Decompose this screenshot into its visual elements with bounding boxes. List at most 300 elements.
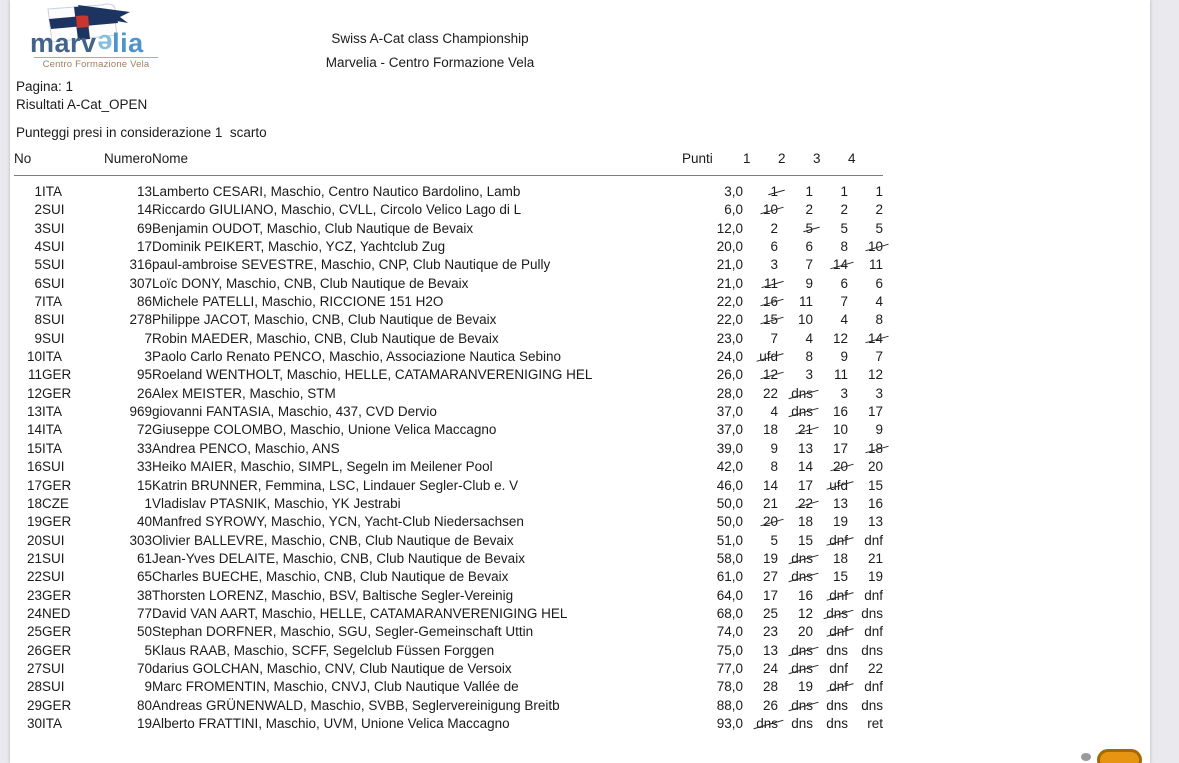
points-cell: 24,0: [716, 349, 744, 365]
result-row: [14, 715, 883, 733]
race-score-cell: [743, 311, 778, 329]
race-score-cell: [743, 348, 778, 366]
race-score: dnf: [864, 587, 884, 603]
race-score-cell: [743, 293, 778, 311]
rank-cell: 18: [26, 495, 42, 511]
rank-cell: 6: [34, 275, 42, 291]
rank-cell: 23: [26, 587, 42, 603]
points-cell: 58,0: [716, 550, 744, 566]
race-score-cell: [778, 495, 813, 513]
title-line2: Marvelia - Centro Formazione Vela: [325, 55, 535, 70]
race-score-discarded: 1: [771, 183, 779, 201]
race-score-discarded: dnf: [829, 678, 848, 696]
race-score-discarded: dns: [791, 403, 813, 421]
race-score: 26: [762, 697, 779, 713]
rank-cell: 16: [26, 459, 42, 475]
points-cell: 50,0: [716, 495, 744, 511]
competitor-cell: Charles BUECHE, Maschio, CNB, Club Nautique de Bevaix: [152, 569, 509, 585]
race-score-cell: [778, 715, 813, 733]
race-score-cell: [778, 330, 813, 348]
rank-cell: 24: [26, 605, 42, 621]
race-score: dns: [861, 605, 884, 621]
race-score: 2: [805, 202, 814, 218]
sail-number-cell: 69: [136, 220, 153, 236]
rank-cell: 4: [34, 239, 42, 255]
race-score-discarded: dnf: [829, 587, 848, 605]
race-score-cell: [813, 513, 848, 531]
race-score-cell: [848, 256, 883, 274]
race-score-cell: [778, 201, 813, 219]
race-score-cell: [743, 623, 778, 641]
points-cell: 21,0: [716, 257, 744, 273]
race-score-cell: [848, 495, 883, 513]
race-score-cell: [848, 587, 883, 605]
race-score-discarded: 5: [806, 220, 814, 238]
rank-cell: 25: [26, 624, 42, 640]
rank-cell: 21: [26, 550, 42, 566]
race-score-cell: [778, 623, 813, 641]
race-score-cell: [813, 623, 848, 641]
race-score-cell: [813, 605, 848, 623]
race-score-cell: [778, 605, 813, 623]
race-score: 4: [805, 330, 814, 346]
country-cell: SUI: [42, 550, 65, 566]
race-score-cell: [813, 532, 848, 550]
country-cell: SUI: [42, 569, 65, 585]
race-score: 15: [867, 477, 884, 493]
brand-part-pre: marv: [30, 28, 97, 58]
result-row: [14, 642, 883, 660]
country-cell: GER: [42, 477, 72, 493]
competitor-cell: darius GOLCHAN, Maschio, CNV, Club Nautique de Versoix: [152, 660, 512, 676]
race-score: 19: [867, 569, 884, 585]
points-cell: 88,0: [716, 697, 744, 713]
race-score-cell: [778, 256, 813, 274]
race-score: 11: [869, 257, 884, 273]
points-cell: 37,0: [716, 422, 744, 438]
race-score-cell: [778, 366, 813, 384]
race-score-discarded: 10: [868, 238, 883, 256]
race-score: 14: [762, 477, 779, 493]
race-score: 3: [805, 367, 814, 383]
race-score-cell: [743, 678, 778, 696]
result-row: [14, 550, 883, 568]
country-cell: ITA: [42, 715, 62, 731]
points-cell: 51,0: [716, 532, 744, 548]
gray-dot-icon: [1081, 753, 1091, 761]
result-row: [14, 256, 883, 274]
race-score: 13: [797, 440, 814, 456]
points-cell: 64,0: [716, 587, 744, 603]
result-row: [14, 348, 883, 366]
race-score: 21: [867, 550, 884, 566]
race-score-cell: [813, 176, 848, 202]
race-score-cell: [848, 568, 883, 586]
race-score: 10: [797, 312, 814, 328]
race-score-discarded: dns: [791, 550, 813, 568]
race-score-discarded: 12: [763, 366, 778, 384]
race-score-cell: [848, 477, 883, 495]
race-score-cell: [848, 678, 883, 696]
race-score-cell: [778, 311, 813, 329]
race-score: 13: [832, 495, 849, 511]
race-score: 3: [840, 385, 849, 401]
race-score-cell: [813, 256, 848, 274]
country-cell: ITA: [42, 294, 62, 310]
race-score: 12: [867, 367, 884, 383]
result-row: [14, 605, 883, 623]
sail-number-cell: 14: [136, 202, 153, 218]
race-score-cell: [813, 275, 848, 293]
race-score: 10: [832, 422, 849, 438]
result-row: [14, 201, 883, 219]
competitor-cell: Robin MAEDER, Maschio, CNB, Club Nautique de Bevaix: [152, 330, 499, 346]
race-score-cell: [813, 403, 848, 421]
sail-number-cell: 7: [144, 330, 153, 346]
race-score-cell: [778, 568, 813, 586]
race-score-discarded: 14: [833, 256, 848, 274]
race-score: 27: [762, 569, 779, 585]
race-score-cell: [778, 458, 813, 476]
rank-cell: 29: [26, 697, 42, 713]
rank-cell: 22: [26, 569, 42, 585]
race-score: 9: [840, 349, 849, 365]
competitor-cell: Riccardo GIULIANO, Maschio, CVLL, Circolo Velico Lago di L: [152, 202, 522, 218]
rank-cell: 17: [26, 477, 42, 493]
race-score-cell: [848, 660, 883, 678]
race-score-cell: [743, 220, 778, 238]
sail-number-cell: 5: [144, 642, 153, 658]
race-score-cell: [743, 366, 778, 384]
race-score: dnf: [864, 679, 884, 695]
race-score-cell: [848, 513, 883, 531]
race-score-cell: [743, 587, 778, 605]
country-cell: SUI: [42, 459, 65, 475]
competitor-cell: Vladislav PTASNIK, Maschio, YK Jestrabi: [152, 495, 401, 511]
country-cell: ITA: [42, 349, 62, 365]
race-score-cell: [848, 220, 883, 238]
race-score-cell: [743, 275, 778, 293]
result-row: [14, 660, 883, 678]
sail-number-cell: 61: [136, 550, 153, 566]
competitor-cell: Roeland WENTHOLT, Maschio, HELLE, CATAMARANVERENIGING HEL: [152, 367, 593, 383]
table-header-row: [14, 149, 883, 176]
sail-number-cell: 969: [129, 404, 153, 420]
race-score-cell: [743, 238, 778, 256]
competitor-cell: Katrin BRUNNER, Femmina, LSC, Lindauer Segler-Club e. V: [152, 477, 519, 493]
race-score-discarded: 11: [764, 275, 778, 293]
race-score-cell: [848, 275, 883, 293]
race-score-discarded: dns: [791, 568, 813, 586]
race-score-discarded: 18: [868, 440, 883, 458]
race-score-discarded: dns: [791, 660, 813, 678]
country-cell: ITA: [42, 184, 62, 199]
sail-number-cell: 19: [136, 715, 153, 731]
race-score-cell: [743, 176, 778, 202]
result-row: [14, 293, 883, 311]
race-score-cell: [848, 440, 883, 458]
rank-cell: 9: [34, 330, 42, 346]
race-score: 2: [770, 220, 779, 236]
race-score-cell: [848, 623, 883, 641]
sail-number-cell: 26: [136, 385, 153, 401]
race-score-cell: [743, 403, 778, 421]
sail-number-cell: 3: [144, 349, 153, 365]
race-score-cell: [778, 403, 813, 421]
race-score: 21: [762, 495, 779, 511]
race-score: 20: [867, 459, 884, 475]
race-score: 17: [797, 477, 814, 493]
points-cell: 50,0: [716, 514, 744, 530]
sail-number-cell: 70: [136, 660, 153, 676]
sail-number-cell: 303: [129, 532, 153, 548]
race-score: 25: [762, 605, 779, 621]
race-score-cell: [778, 660, 813, 678]
col-header-punti: Punti: [682, 149, 743, 176]
race-score-cell: [743, 532, 778, 550]
sail-number-cell: 50: [136, 624, 153, 640]
race-score-cell: [813, 238, 848, 256]
rank-cell: 26: [26, 642, 42, 658]
sail-number-cell: 278: [129, 312, 153, 328]
race-score: dns: [791, 715, 814, 731]
col-header-country: [42, 149, 104, 176]
competitor-cell: Alex MEISTER, Maschio, STM: [152, 385, 336, 401]
rank-cell: 3: [34, 220, 42, 236]
race-score: 11: [799, 294, 814, 310]
race-score-cell: [778, 477, 813, 495]
race-score-discarded: 10: [763, 201, 778, 219]
result-row: [14, 440, 883, 458]
points-cell: 77,0: [716, 660, 744, 676]
race-score: 23: [762, 624, 779, 640]
marvelia-logo: [28, 2, 178, 70]
race-score-discarded: 15: [763, 311, 778, 329]
race-score-cell: [743, 642, 778, 660]
race-score: 7: [875, 349, 884, 365]
race-score: dnf: [864, 624, 884, 640]
title-line1: Swiss A-Cat class Championship: [331, 31, 529, 46]
race-score-discarded: dns: [791, 385, 813, 403]
race-score: 17: [832, 440, 849, 456]
race-score: 4: [875, 294, 884, 310]
race-score-cell: [813, 642, 848, 660]
race-score: 22: [867, 660, 884, 676]
race-score: 5: [840, 220, 849, 236]
points-cell: 39,0: [716, 440, 744, 456]
country-cell: SUI: [42, 239, 65, 255]
race-score-cell: [848, 403, 883, 421]
country-cell: SUI: [42, 330, 65, 346]
competitor-cell: Jean-Yves DELAITE, Maschio, CNB, Club Nautique de Bevaix: [152, 550, 525, 566]
competitor-cell: Klaus RAAB, Maschio, SCFF, Segelclub Füssen Forggen: [152, 642, 495, 658]
result-row: [14, 366, 883, 384]
race-score-cell: [778, 678, 813, 696]
col-header-race: 2: [778, 149, 813, 176]
brand-part-post: lia: [112, 28, 144, 58]
rank-cell: 14: [26, 422, 42, 438]
col-header-race: 3: [813, 149, 848, 176]
race-score-cell: [848, 330, 883, 348]
race-score-cell: [848, 715, 883, 733]
competitor-cell: giovanni FANTASIA, Maschio, 437, CVD Dervio: [152, 404, 437, 420]
race-score-discarded: ufd: [829, 477, 848, 495]
race-score-cell: [778, 238, 813, 256]
country-cell: SUI: [42, 220, 65, 236]
race-score-cell: [813, 330, 848, 348]
race-score-cell: [813, 697, 848, 715]
race-score: 13: [867, 514, 884, 530]
result-row: [14, 176, 883, 202]
race-score-cell: [778, 220, 813, 238]
race-score: 9: [805, 275, 814, 291]
race-score-cell: [778, 348, 813, 366]
rank-cell: 11: [27, 367, 42, 383]
race-score-cell: [778, 176, 813, 202]
col-header-no: No: [14, 149, 42, 176]
race-score: 7: [840, 294, 849, 310]
race-score: 8: [840, 239, 849, 255]
sail-number-cell: 40: [136, 514, 153, 530]
race-score-cell: [813, 385, 848, 403]
race-score-discarded: 14: [868, 330, 883, 348]
race-score: 18: [832, 550, 849, 566]
country-cell: CZE: [42, 495, 69, 511]
result-row: [14, 238, 883, 256]
race-score-cell: [813, 587, 848, 605]
result-row: [14, 697, 883, 715]
race-score-cell: [848, 605, 883, 623]
sail-number-cell: 77: [136, 605, 153, 621]
race-score-cell: [813, 550, 848, 568]
race-score: 1: [805, 184, 814, 199]
race-score: 4: [840, 312, 849, 328]
race-score-discarded: 16: [763, 293, 778, 311]
race-score: 14: [797, 459, 814, 475]
race-score: 11: [834, 367, 849, 383]
race-score-cell: [743, 256, 778, 274]
result-row: [14, 513, 883, 531]
country-cell: ITA: [42, 422, 62, 438]
result-row: [14, 275, 883, 293]
race-score: dnf: [829, 660, 849, 676]
points-cell: 6,0: [724, 202, 744, 218]
sail-number-cell: 72: [136, 422, 153, 438]
race-score-cell: [813, 440, 848, 458]
race-score-cell: [743, 495, 778, 513]
race-score-cell: [848, 458, 883, 476]
sail-number-cell: 95: [136, 367, 153, 383]
competitor-cell: Paolo Carlo Renato PENCO, Maschio, Associazione Nautica Sebino: [152, 349, 561, 365]
race-score-cell: [848, 642, 883, 660]
race-score-cell: [743, 440, 778, 458]
country-cell: ITA: [42, 404, 62, 420]
result-row: [14, 568, 883, 586]
race-score: 8: [875, 312, 884, 328]
result-row: [14, 220, 883, 238]
page-number-label: Pagina: 1: [16, 79, 74, 94]
competitor-cell: Heiko MAIER, Maschio, SIMPL, Segeln im Meilener Pool: [152, 459, 493, 475]
race-score-cell: [848, 697, 883, 715]
results-table: [14, 149, 883, 733]
race-score: 5: [875, 220, 884, 236]
country-cell: GER: [42, 697, 72, 713]
race-score-cell: [813, 348, 848, 366]
rank-cell: 15: [26, 440, 42, 456]
competitor-cell: Lamberto CESARI, Maschio, Centro Nautico Bardolino, Lamb: [152, 184, 521, 199]
race-score: 13: [762, 642, 779, 658]
race-score: 20: [797, 624, 814, 640]
points-cell: 3,0: [724, 184, 744, 199]
rank-cell: 5: [34, 257, 42, 273]
race-score: 9: [875, 422, 884, 438]
race-score-cell: [813, 201, 848, 219]
col-header-race: 1: [743, 149, 778, 176]
race-score-cell: [848, 550, 883, 568]
result-row: [14, 495, 883, 513]
race-score-cell: [743, 605, 778, 623]
competitor-cell: Philippe JACOT, Maschio, CNB, Club Nautique de Bevaix: [152, 312, 497, 328]
sail-number-cell: 80: [136, 697, 153, 713]
race-score-discarded: dns: [826, 605, 848, 623]
race-score-cell: [743, 715, 778, 733]
competitor-cell: Michele PATELLI, Maschio, RICCIONE 151 H2O: [152, 294, 444, 310]
points-cell: 75,0: [716, 642, 744, 658]
race-score: 2: [875, 202, 884, 218]
race-score: 8: [770, 459, 779, 475]
race-score: 16: [832, 404, 849, 420]
race-score-cell: [743, 421, 778, 439]
race-score-discarded: 20: [763, 513, 778, 531]
race-score: ret: [867, 715, 884, 731]
race-score-cell: [813, 715, 848, 733]
race-score-cell: [778, 550, 813, 568]
race-score-discarded: dnf: [829, 532, 848, 550]
race-score: 18: [762, 422, 779, 438]
race-score: 16: [797, 587, 814, 603]
competitor-cell: Alberto FRATTINI, Maschio, UVM, Unione Velica Maccagno: [152, 715, 510, 731]
race-score-cell: [778, 385, 813, 403]
race-score-cell: [778, 293, 813, 311]
points-cell: 12,0: [716, 220, 744, 236]
race-score-cell: [778, 440, 813, 458]
race-score: 3: [770, 257, 779, 273]
brand-subtitle: Centro Formazione Vela: [34, 57, 158, 70]
race-score-discarded: dns: [791, 642, 813, 660]
document-page: [10, 0, 1150, 763]
race-score-cell: [813, 293, 848, 311]
race-score-cell: [743, 550, 778, 568]
race-score-cell: [848, 348, 883, 366]
race-score-cell: [743, 513, 778, 531]
race-score: 12: [832, 330, 849, 346]
race-score-cell: [743, 201, 778, 219]
country-cell: GER: [42, 642, 72, 658]
rank-cell: 19: [26, 514, 42, 530]
competitor-cell: Giuseppe COLOMBO, Maschio, Unione Velica Maccagno: [152, 422, 497, 438]
race-score: 17: [867, 404, 884, 420]
race-score: 19: [762, 550, 779, 566]
race-score-cell: [743, 477, 778, 495]
race-score: 7: [770, 330, 779, 346]
rank-cell: 10: [26, 349, 42, 365]
race-score: 1: [875, 184, 884, 199]
document-title: [280, 27, 580, 75]
race-score: 24: [762, 660, 779, 676]
points-cell: 21,0: [716, 275, 744, 291]
race-score-cell: [848, 532, 883, 550]
points-cell: 28,0: [716, 385, 744, 401]
